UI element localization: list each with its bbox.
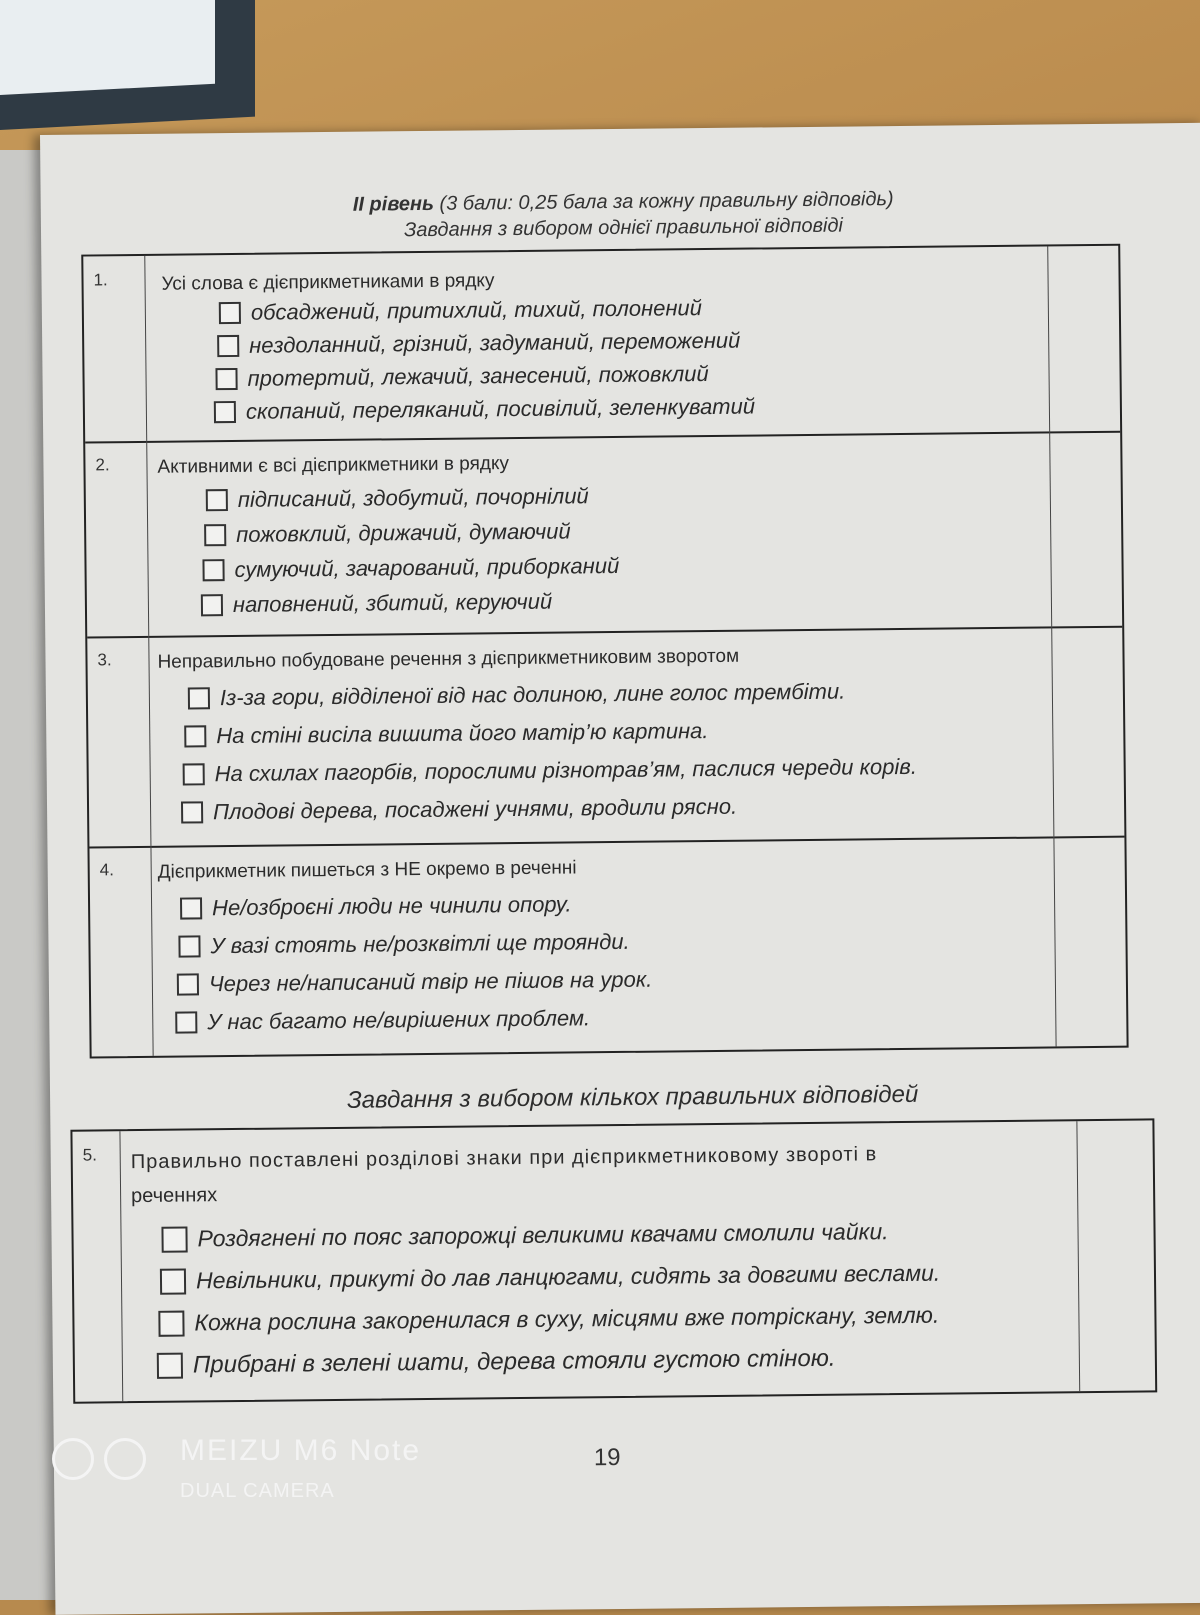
checkbox[interactable] [177,973,199,995]
checkbox[interactable] [178,935,200,957]
question-row-4 [89,836,1126,1057]
score-column [1051,626,1124,837]
camera-lens-icon [52,1438,94,1480]
answer-option[interactable]: нездоланний, грізний, задуманий, переможений [217,328,740,359]
multi-choice-subtitle: Завдання з вибором кількох правильних відповідей [346,1080,919,1114]
watermark-brand: MEIZU M6 Note [180,1434,422,1467]
question-text-line: Правильно поставлені розділові знаки при дієприкметниковому звороті в [130,1143,878,1174]
answer-option[interactable]: На стіні висіла вишита його матір’ю картина. [184,718,708,749]
checkbox[interactable] [180,897,202,919]
question-number: 2. [85,441,149,637]
answer-option[interactable]: скопаний, переляканий, посивілий, зеленкуватий [214,394,755,426]
question-text [131,1135,1092,1213]
question-number: 5. [72,1131,123,1401]
answer-option[interactable]: Невільники, прикуті до лав ланцюгами, сидять за довгими веслами. [160,1260,940,1295]
score-column [1076,1120,1155,1391]
answer-option[interactable]: Через не/написаний твір не пішов на урок. [177,967,653,998]
checkbox[interactable] [175,1011,197,1033]
answer-option[interactable]: Кожна рослина закоренилася в суху, місцями вже потріскану, землю. [158,1302,939,1337]
checkbox[interactable] [188,687,210,709]
answer-option[interactable]: У нас багато не/вирішених проблем. [175,1005,590,1035]
answer-option[interactable]: На схилах пагорбів, порослими різнотрав’ям, паслися череди корів. [183,754,917,788]
checkbox[interactable] [184,725,206,747]
checkbox[interactable] [181,801,203,823]
answer-option[interactable]: Не/озброєні люди не чинили опору. [180,891,572,921]
question-text: Активними є всі дієприкметники в рядку [157,453,510,478]
score-column [1053,836,1126,1047]
background-book-page [0,0,215,95]
workbook-page [40,123,1200,1615]
level-title: II рівень [352,192,435,216]
answer-option[interactable]: Роздягнені по пояс запорожці великими квачами смолили чайки. [161,1218,888,1253]
checkbox[interactable] [201,594,223,616]
question-row-2 [85,431,1122,639]
answer-option[interactable]: Плодові дерева, посаджені учнями, вродили рясно. [181,794,737,826]
answer-option[interactable]: пожовклий, дрижачий, думаючий [204,518,571,548]
answer-option[interactable]: підписаний, здобутий, почорнілий [206,483,589,513]
checkbox[interactable] [158,1310,184,1336]
background-book [0,0,255,130]
checkbox[interactable] [215,368,237,390]
checkbox[interactable] [202,559,224,581]
question-text: Неправильно побудоване речення з дієприкметниковим зворотом [157,645,740,673]
checkbox[interactable] [214,401,236,423]
checkbox[interactable] [183,763,205,785]
question-row-3 [87,626,1124,849]
watermark-subtitle: DUAL CAMERA [180,1480,335,1502]
checkbox[interactable] [206,489,228,511]
checkbox[interactable] [219,302,241,324]
question-text-line: реченнях [131,1184,218,1208]
question-text: Дієприкметник пишеться з НЕ окремо в реченні [157,857,577,883]
question-number: 4. [89,846,153,1057]
page-number: 19 [593,1443,621,1472]
question-text: Усі слова є дієприкметниками в рядку [161,270,495,295]
single-choice-subtitle: Завдання з вибором однієї правильної відповіді [403,214,844,242]
answer-option[interactable]: сумуючий, зачарований, приборканий [202,553,619,583]
question-row-1 [83,246,1120,444]
multi-choice-table [70,1118,1157,1403]
answer-option[interactable]: наповнений, збитий, керуючий [201,589,552,619]
answer-option[interactable]: У вазі стоять не/розквітлі ще троянди. [178,929,629,960]
checkbox[interactable] [160,1268,186,1294]
answer-option[interactable]: Прибрані в зелені шати, дерева стояли густою стіною. [157,1345,836,1380]
checkbox[interactable] [217,335,239,357]
checkbox[interactable] [204,524,226,546]
score-column [1047,246,1120,432]
checkbox[interactable] [161,1226,187,1252]
score-column [1049,431,1122,627]
single-choice-table [81,244,1128,1059]
answer-option[interactable]: обсаджений, притихлий, тихий, полонений [219,295,702,326]
camera-lens-icon [104,1438,146,1480]
checkbox[interactable] [157,1353,183,1379]
answer-option[interactable]: протертий, лежачий, занесений, пожовклий [215,361,708,392]
question-number: 1. [83,256,147,442]
answer-option[interactable]: Із-за гори, відділеної від нас долиною, лине голос трембіти. [188,679,846,712]
question-row-5 [72,1120,1155,1401]
level-scoring: (3 бали: 0,25 бала за кожну правильну відповідь) [439,188,894,215]
question-number: 3. [87,636,151,847]
